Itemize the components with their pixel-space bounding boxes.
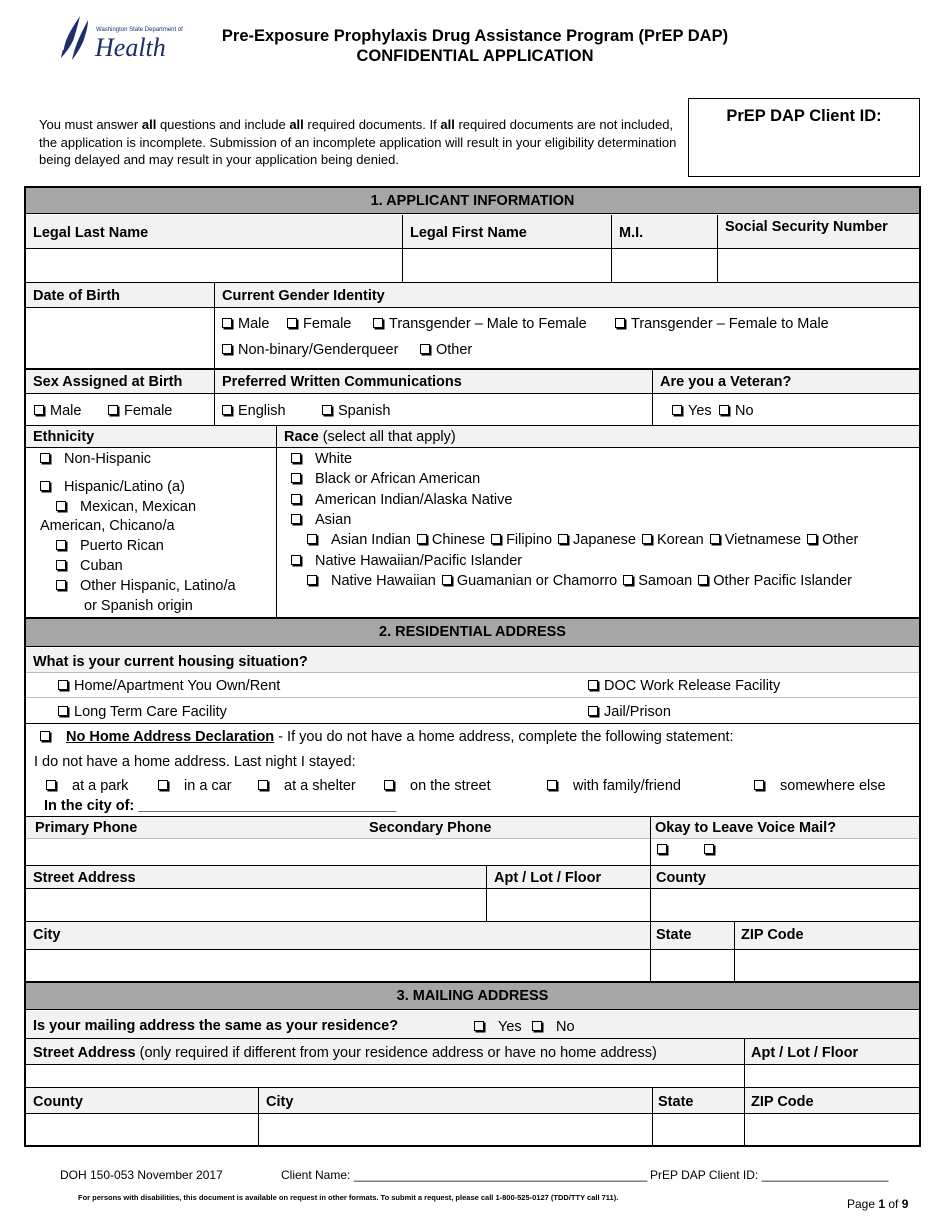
housing-doc[interactable]: DOC Work Release Facility: [588, 678, 780, 694]
eth-other-hispanic[interactable]: Other Hispanic, Latino/a: [56, 578, 236, 594]
gender-option-female[interactable]: Female: [287, 316, 351, 332]
zip-field[interactable]: [735, 950, 919, 981]
mailing-same-no[interactable]: No: [532, 1019, 575, 1035]
race-aian[interactable]: American Indian/Alaska Native: [291, 492, 512, 508]
eth-mexican-cont: American, Chicano/a: [40, 518, 175, 534]
mailing-apt-label: Apt / Lot / Floor: [745, 1039, 919, 1064]
eth-other-hispanic-cont: or Spanish origin: [84, 598, 193, 614]
stay-street[interactable]: on the street: [384, 778, 491, 794]
state-label: State: [651, 922, 734, 949]
city-field[interactable]: [26, 950, 650, 981]
eth-cuban[interactable]: Cuban: [56, 558, 123, 574]
asian-vietnamese[interactable]: Vietnamese: [708, 532, 801, 548]
apt-field[interactable]: [487, 889, 650, 921]
asian-filipino[interactable]: Filipino: [489, 532, 552, 548]
gender-option-trans-mtf[interactable]: Transgender – Male to Female: [373, 316, 587, 332]
gender-option-trans-ftm[interactable]: Transgender – Female to Male: [615, 316, 829, 332]
footer-client-id[interactable]: PrEP DAP Client ID: ___________________: [650, 1168, 889, 1182]
gender-option-male[interactable]: Male: [222, 316, 269, 332]
mi-label: M.I.: [612, 215, 717, 248]
accessibility-note: For persons with disabilities, this document is available on request in other formats. To submit a request, please call 1-800-525-0127 (TDD/TTY call 711).: [78, 1193, 619, 1202]
eth-hispanic[interactable]: Hispanic/Latino (a): [40, 479, 185, 495]
ethnicity-label: Ethnicity: [26, 426, 276, 447]
housing-question: What is your current housing situation?: [26, 648, 919, 672]
last-name-label: Legal Last Name: [26, 215, 402, 248]
phone-fields[interactable]: [26, 839, 650, 864]
mailing-city-field[interactable]: [259, 1114, 652, 1145]
section-1-header: 1. APPLICANT INFORMATION: [26, 188, 919, 214]
mailing-street-field[interactable]: [26, 1065, 744, 1087]
mailing-state-field[interactable]: [653, 1114, 744, 1145]
doh-logo: [58, 14, 183, 64]
communications-label: Preferred Written Communications: [215, 370, 652, 393]
title-line-1: Pre-Exposure Prophylaxis Drug Assistance Program (PrEP DAP): [221, 27, 729, 45]
mailing-same-question: Is your mailing address the same as your residence?: [26, 1011, 919, 1038]
secondary-phone-label: Secondary Phone: [369, 820, 492, 836]
mailing-county-label: County: [26, 1088, 258, 1113]
logo-wordmark: Health: [95, 33, 166, 62]
sex-option-male[interactable]: Male: [34, 403, 81, 419]
gender-option-other[interactable]: Other: [420, 342, 472, 358]
mailing-city-label: City: [259, 1088, 652, 1113]
stay-somewhere-else[interactable]: somewhere else: [754, 778, 886, 794]
nhpi-other[interactable]: Other Pacific Islander: [696, 573, 852, 589]
no-home-declaration[interactable]: No Home Address Declaration - If you do not have a home address, complete the following statement:: [40, 729, 734, 745]
voicemail-yes[interactable]: [657, 842, 673, 858]
race-white[interactable]: White: [291, 451, 352, 467]
mailing-state-label: State: [653, 1088, 744, 1113]
ssn-label: Social Security Number: [718, 215, 919, 248]
housing-own-rent[interactable]: Home/Apartment You Own/Rent: [58, 678, 280, 694]
mailing-street-label: Street Address (only required if different from your residence address or have no home address): [26, 1039, 744, 1064]
last-name-field[interactable]: [26, 249, 402, 282]
client-id-label: PrEP DAP Client ID:: [726, 107, 882, 125]
county-field[interactable]: [651, 889, 919, 921]
footer-client-name[interactable]: Client Name: ____________________________________________: [281, 1168, 648, 1182]
stay-family[interactable]: with family/friend: [547, 778, 681, 794]
section-3-header: 3. MAILING ADDRESS: [26, 983, 919, 1010]
eth-puerto-rican[interactable]: Puerto Rican: [56, 538, 164, 554]
voicemail-no[interactable]: [704, 842, 720, 858]
street-address-label: Street Address: [26, 866, 486, 888]
page-number: Page 1 of 9: [847, 1197, 909, 1211]
application-form: [24, 186, 921, 1147]
voicemail-label: Okay to Leave Voice Mail?: [651, 817, 919, 838]
section-2-header: 2. RESIDENTIAL ADDRESS: [26, 619, 919, 647]
race-black[interactable]: Black or African American: [291, 471, 480, 487]
first-name-label: Legal First Name: [403, 215, 611, 248]
asian-other[interactable]: Other: [805, 532, 858, 548]
title-line-2: CONFIDENTIAL APPLICATION: [356, 47, 594, 65]
form-number: DOH 150-053 November 2017: [60, 1168, 223, 1182]
nhpi-samoan[interactable]: Samoan: [621, 573, 692, 589]
client-id-box[interactable]: [688, 98, 920, 177]
veteran-option-yes[interactable]: Yes: [672, 403, 712, 419]
mailing-zip-field[interactable]: [745, 1114, 919, 1145]
state-field[interactable]: [651, 950, 734, 981]
mailing-apt-field[interactable]: [745, 1065, 919, 1087]
sex-label: Sex Assigned at Birth: [26, 370, 214, 393]
mailing-same-yes[interactable]: Yes: [474, 1019, 522, 1035]
nhpi-guamanian[interactable]: Guamanian or Chamorro: [440, 573, 617, 589]
primary-phone-label: Primary Phone: [26, 817, 650, 838]
stay-car[interactable]: in a car: [158, 778, 232, 794]
veteran-option-no[interactable]: No: [719, 403, 754, 419]
asian-korean[interactable]: Korean: [640, 532, 704, 548]
mailing-county-field[interactable]: [26, 1114, 258, 1145]
veteran-label: Are you a Veteran?: [653, 370, 919, 393]
race-label: Race (select all that apply): [277, 426, 919, 447]
comm-option-spanish[interactable]: Spanish: [322, 403, 390, 419]
asian-japanese[interactable]: Japanese: [556, 532, 636, 548]
comm-option-english[interactable]: English: [222, 403, 286, 419]
gender-label: Current Gender Identity: [215, 283, 919, 307]
nhpi-native-hawaiian[interactable]: Native Hawaiian: [307, 573, 436, 589]
housing-jail[interactable]: Jail/Prison: [588, 704, 671, 720]
asian-chinese[interactable]: Chinese: [415, 532, 485, 548]
city-of-line[interactable]: In the city of: ________________________________: [44, 798, 397, 814]
stay-shelter[interactable]: at a shelter: [258, 778, 356, 794]
asian-indian[interactable]: Asian Indian: [307, 532, 411, 548]
stay-park[interactable]: at a park: [46, 778, 128, 794]
zip-label: ZIP Code: [735, 922, 919, 949]
sex-option-female[interactable]: Female: [108, 403, 172, 419]
page-title: [170, 26, 780, 66]
apt-label: Apt / Lot / Floor: [487, 866, 650, 888]
mi-field[interactable]: [612, 249, 717, 282]
logo-subtitle: Washington State Department of: [96, 27, 183, 33]
instructions: You must answer all questions and include all required documents. If all required documents are not included, the application is incomplete. Submission of an incomplete application will result in your eligibility determination being delayed and may result in your application being denied.: [39, 117, 677, 167]
housing-ltc[interactable]: Long Term Care Facility: [58, 704, 227, 720]
city-label: City: [26, 922, 650, 949]
eth-mexican[interactable]: Mexican, Mexican: [56, 499, 196, 515]
eth-non-hispanic[interactable]: Non-Hispanic: [40, 451, 151, 467]
race-asian[interactable]: Asian: [291, 512, 351, 528]
street-address-field[interactable]: [26, 889, 486, 921]
dob-label: Date of Birth: [26, 283, 214, 307]
asian-subgroups: [307, 532, 858, 548]
stayed-statement: I do not have a home address. Last night I stayed:: [34, 754, 356, 770]
logo-mark-icon: [58, 14, 96, 64]
race-nhpi[interactable]: Native Hawaiian/Pacific Islander: [291, 553, 522, 569]
dob-field[interactable]: [26, 308, 214, 368]
nhpi-subgroups: [307, 573, 852, 589]
county-label: County: [651, 866, 919, 888]
mailing-zip-label: ZIP Code: [745, 1088, 919, 1113]
ssn-field[interactable]: [718, 249, 919, 282]
gender-option-nonbinary[interactable]: Non-binary/Genderqueer: [222, 342, 398, 358]
first-name-field[interactable]: [403, 249, 611, 282]
